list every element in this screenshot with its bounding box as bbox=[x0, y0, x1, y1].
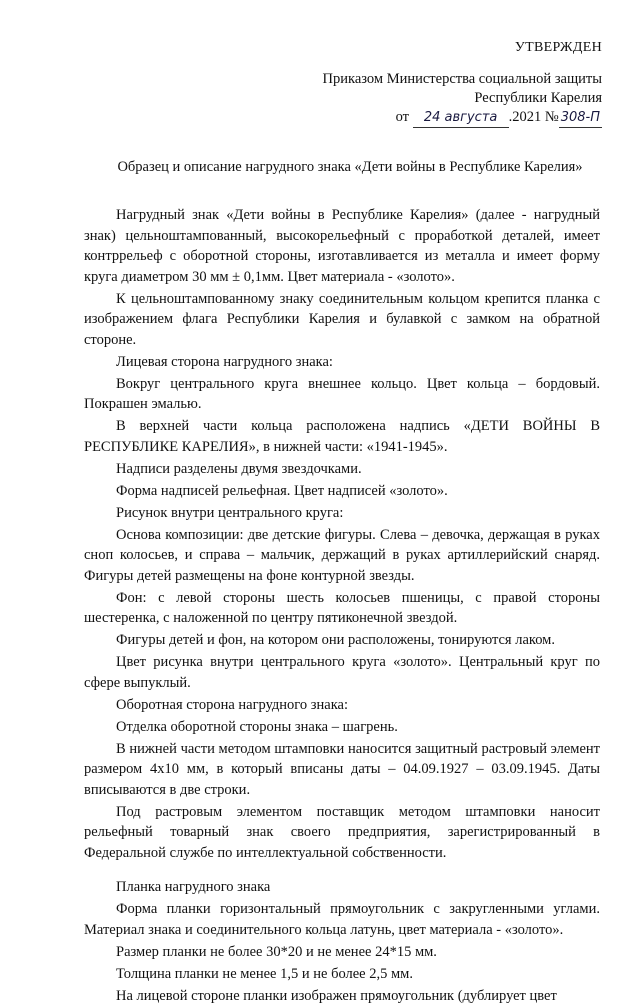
order-reference bbox=[323, 70, 602, 128]
section-heading: Оборотная сторона нагрудного знака: bbox=[84, 695, 600, 716]
section-heading: Лицевая сторона нагрудного знака: bbox=[84, 352, 600, 373]
handwritten-date: 24 августа bbox=[413, 108, 509, 128]
handwritten-order-number: 308-П bbox=[559, 108, 602, 128]
order-line-2: Республики Карелия bbox=[323, 89, 602, 108]
paragraph: Размер планки не более 30*20 и не менее 24*15 мм. bbox=[84, 942, 600, 963]
paragraph: Отделка оборотной стороны знака – шагрень. bbox=[84, 717, 600, 738]
paragraph: Фон: с левой стороны шесть колосьев пшеницы, с правой стороны шестеренка, с наложенной по центру пятиконечной звездой. bbox=[84, 588, 600, 629]
document-title: Образец и описание нагрудного знака «Дети войны в Республике Карелия» bbox=[108, 157, 592, 177]
document-body bbox=[84, 205, 600, 1006]
order-line-3 bbox=[323, 108, 602, 128]
order-from-prefix: от bbox=[396, 109, 409, 125]
order-year-text: .2021 № bbox=[509, 109, 559, 125]
section-heading: Рисунок внутри центрального круга: bbox=[84, 503, 600, 524]
paragraph: Вокруг центрального круга внешнее кольцо. Цвет кольца – бордовый. Покрашен эмалью. bbox=[84, 374, 600, 415]
order-line-1: Приказом Министерства социальной защиты bbox=[323, 70, 602, 89]
paragraph: Форма надписей рельефная. Цвет надписей «золото». bbox=[84, 481, 600, 502]
paragraph: Основа композиции: две детские фигуры. Слева – девочка, держащая в руках сноп колосьев, и справа – мальчик, держащий в руках артиллерийский снаряд. Фигуры детей размещены на фоне контурной звезды. bbox=[84, 525, 600, 587]
paragraph: В верхней части кольца расположена надпись «ДЕТИ ВОЙНЫ В РЕСПУБЛИКЕ КАРЕЛИЯ», в нижней части: «1941-1945». bbox=[84, 416, 600, 457]
paragraph: Надписи разделены двумя звездочками. bbox=[84, 459, 600, 480]
paragraph: В нижней части методом штамповки наносится защитный растровый элемент размером 4х10 мм, в который вписаны даты – 04.09.1927 – 03.09.1945. Даты вписываются в две строки. bbox=[84, 739, 600, 801]
paragraph: Под растровым элементом поставщик методом штамповки наносит рельефный товарный знак своего предприятия, зарегистрированный в Федеральной службе по интеллектуальной собственности. bbox=[84, 802, 600, 864]
section-heading: Планка нагрудного знака bbox=[84, 877, 600, 898]
paragraph: Форма планки горизонтальный прямоугольник с закругленными углами. Материал знака и соединительного кольца латунь, цвет материала - «золото». bbox=[84, 899, 600, 940]
approval-stamp-label: УТВЕРЖДЕН bbox=[515, 40, 602, 56]
paragraph: Фигуры детей и фон, на котором они расположены, тонируются лаком. bbox=[84, 630, 600, 651]
paragraph: На лицевой стороне планки изображен прямоугольник (дублирует цвет bbox=[84, 986, 600, 1006]
paragraph: Толщина планки не менее 1,5 и не более 2,5 мм. bbox=[84, 964, 600, 985]
paragraph: Цвет рисунка внутри центрального круга «золото». Центральный круг по сфере выпуклый. bbox=[84, 652, 600, 693]
paragraph: Нагрудный знак «Дети войны в Республике Карелия» (далее - нагрудный знак) цельноштампованный, высокорельефный с проработкой деталей, имеет контррельеф с оборотной стороны, изготавливается из металла и имеет форму круга диаметром 30 мм ± 0,1мм. Цвет материала - «золото». bbox=[84, 205, 600, 287]
paragraph: К цельноштампованному знаку соединительным кольцом крепится планка с изображением флага Республики Карелия и булавкой с замком на обратной стороне. bbox=[84, 289, 600, 351]
